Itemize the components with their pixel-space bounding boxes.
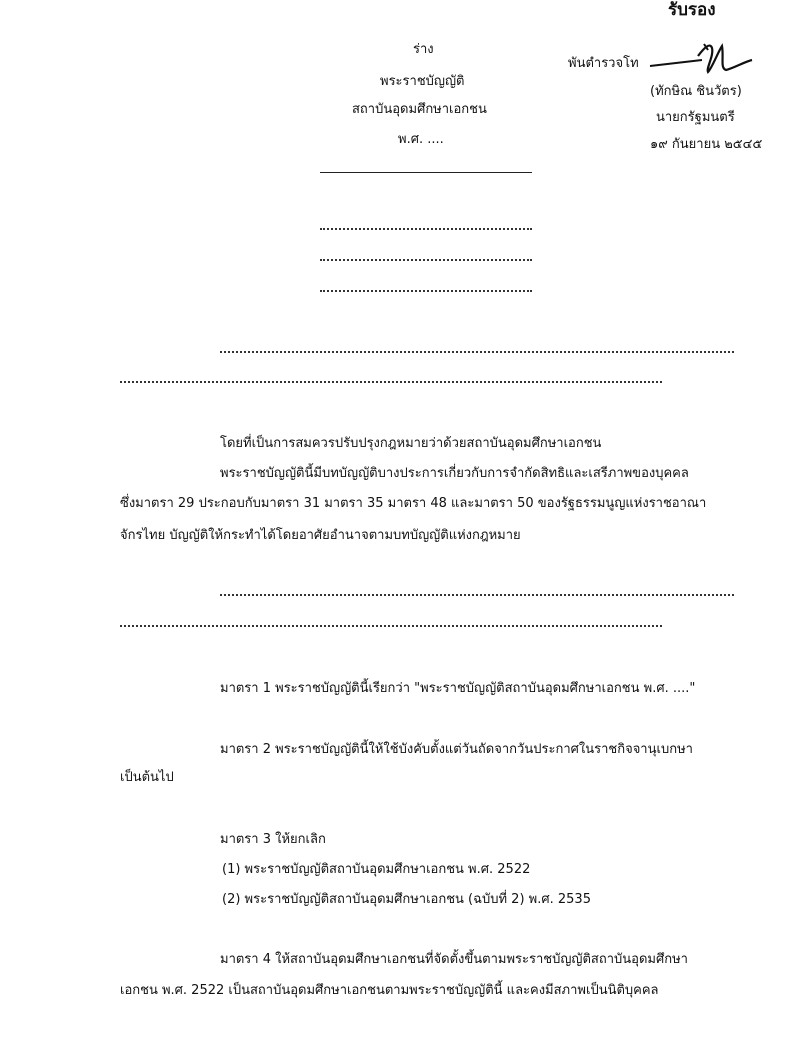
preamble-line: จักรไทย บัญญัติให้กระทำได้โดยอาศัยอำนาจตามบทบัญญัติแห่งกฎหมาย <box>120 528 521 543</box>
preamble-line: โดยที่เป็นการสมควรปรับปรุงกฎหมายว่าด้วยสถาบันอุดมศึกษาเอกชน <box>220 436 602 451</box>
dotted-line <box>320 228 532 230</box>
draft-label: ร่าง <box>413 42 434 57</box>
section-1: มาตรา 1 พระราชบัญญัตินี้เรียกว่า "พระราชบัญญัติสถาบันอุดมศึกษาเอกชน พ.ศ. ...." <box>220 681 696 696</box>
preamble-line: ซึ่งมาตรา 29 ประกอบกับมาตรา 31 มาตรา 35 มาตรา 48 และมาตรา 50 ของรัฐธรรมนูญแห่งราชอาณา <box>120 496 707 511</box>
act-subject: สถาบันอุดมศึกษาเอกชน <box>352 102 487 117</box>
approval-stamp-text: รับรอง <box>668 0 716 20</box>
act-year: พ.ศ. .... <box>398 132 444 147</box>
header-rule <box>320 172 532 173</box>
preamble-line: พระราชบัญญัตินี้มีบทบัญญัติบางประการเกี่ยวกับการจำกัดสิทธิและเสรีภาพของบุคคล <box>220 466 689 481</box>
act-heading: พระราชบัญญัติ <box>380 74 465 89</box>
signatory-position: นายกรัฐมนตรี <box>656 110 735 125</box>
dotted-line <box>220 351 734 353</box>
signatory-name: (ทักษิณ ชินวัตร) <box>650 84 742 99</box>
dotted-line <box>320 290 532 292</box>
dotted-line <box>220 594 734 596</box>
signature <box>646 38 756 82</box>
section-3-item: (2) พระราชบัญญัติสถาบันอุดมศึกษาเอกชน (ฉบับที่ 2) พ.ศ. 2535 <box>222 892 591 907</box>
dotted-line <box>120 381 662 383</box>
dotted-line <box>120 625 662 627</box>
officer-rank: พันตำรวจโท <box>568 56 639 71</box>
section-2-cont: เป็นต้นไป <box>120 770 174 785</box>
section-3-title: มาตรา 3 ให้ยกเลิก <box>220 832 326 847</box>
dotted-line <box>320 259 532 261</box>
section-3-item: (1) พระราชบัญญัติสถาบันอุดมศึกษาเอกชน พ.ศ. 2522 <box>222 862 531 877</box>
section-2: มาตรา 2 พระราชบัญญัตินี้ให้ใช้บังคับตั้งแต่วันถัดจากวันประกาศในราชกิจจานุเบกษา <box>220 742 693 757</box>
section-4-cont: เอกชน พ.ศ. 2522 เป็นสถาบันอุดมศึกษาเอกชนตามพระราชบัญญัตินี้ และคงมีสภาพเป็นนิติบุคคล <box>120 983 659 998</box>
signature-date: ๑๙ กันยายน ๒๕๔๕ <box>650 137 763 152</box>
section-4: มาตรา 4 ให้สถาบันอุดมศึกษาเอกชนที่จัดตั้งขึ้นตามพระราชบัญญัติสถาบันอุดมศึกษา <box>220 952 688 967</box>
